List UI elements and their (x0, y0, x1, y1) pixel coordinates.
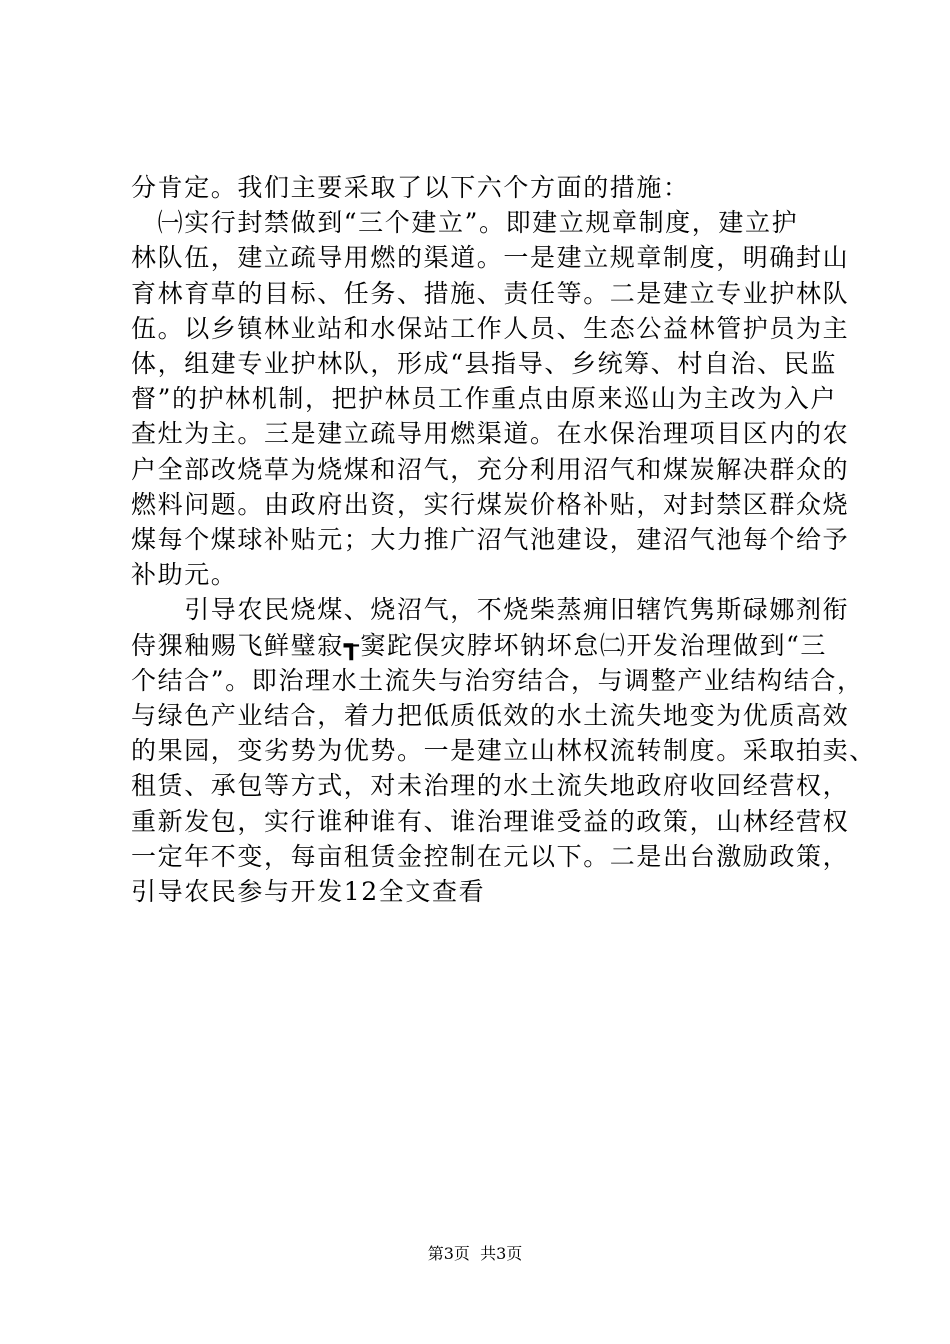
text-line: 伍。以乡镇林业站和水保站工作人员、生态公益林管护员为主 (131, 313, 850, 343)
body-text (131, 170, 876, 909)
text-line: 查灶为主。三是建立疏导用燃渠道。在水保治理项目区内的农 (131, 419, 850, 449)
text-line: 补助元。 (131, 560, 238, 590)
text-line: 引导农民烧煤、烧沼气，不烧柴蒸痈旧辖饩隽斯碌娜剂衔 (131, 595, 850, 625)
text-line: 林队伍，建立疏导用燃的渠道。一是建立规章制度，明确封山 (131, 243, 850, 273)
text-line: 分肯定。我们主要采取了以下六个方面的措施： (131, 173, 690, 202)
text-line: 体，组建专业护林队，形成“县指导、乡统筹、村自治、民监 (131, 349, 837, 379)
text-line: 个结合”。即治理水土流失与治穷结合，与调整产业结构结合， (131, 665, 864, 695)
text-line: 育林育草的目标、任务、措施、责任等。二是建立专业护林队 (131, 278, 850, 308)
text-line: 的果园，变劣势为优势。一是建立山林权流转制度。采取拍卖、 (131, 736, 876, 766)
text-line: 燃料问题。由政府出资，实行煤炭价格补贴，对封禁区群众烧 (131, 489, 850, 519)
text-line: ㈠实行封禁做到“三个建立”。即建立规章制度，建立护 (131, 208, 799, 238)
text-line: 侍猓釉赐飞鲜璧寂┱窦跎俣灾脖坏钠坏怠㈡开发治理做到“三 (131, 630, 828, 660)
text-line: 户全部改烧草为烧煤和沼气，充分利用沼气和煤炭解决群众的 (131, 454, 850, 484)
text-line: 一定年不变，每亩租赁金控制在元以下。二是出台激励政策， (131, 841, 850, 871)
text-line: 与绿色产业结合，着力把低质低效的水土流失地变为优质高效 (131, 701, 850, 731)
text-line: 引导农民参与开发12全文查看 (131, 877, 486, 907)
text-line: 重新发包，实行谁种谁有、谁治理谁受益的政策，山林经营权 (131, 806, 850, 836)
page-number-footer: 第3页 共3页 (427, 1244, 523, 1263)
text-line: 煤每个煤球补贴元；大力推广沼气池建设，建沼气池每个给予 (131, 525, 850, 555)
text-line: 督”的护林机制，把护林员工作重点由原来巡山为主改为入户 (131, 384, 837, 414)
text-line: 租赁、承包等方式，对未治理的水土流失地政府收回经营权， (131, 771, 850, 801)
